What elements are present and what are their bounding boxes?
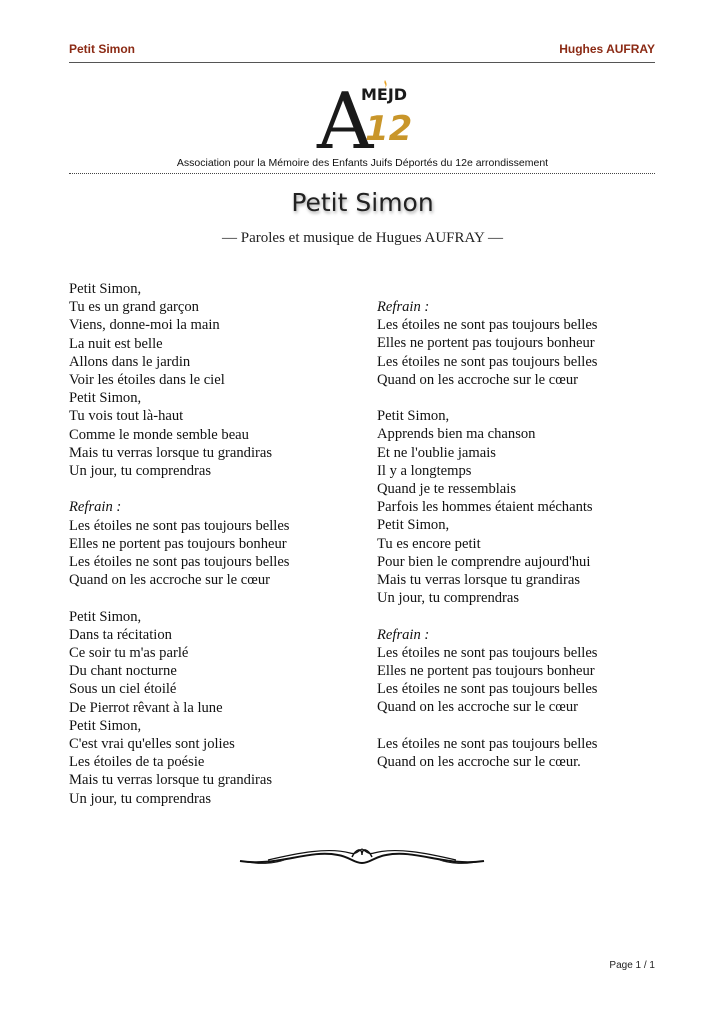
lyric-line: Mais tu verras lorsque tu grandiras <box>69 444 273 461</box>
header-divider <box>69 62 655 63</box>
lyric-line: Du chant nocturne <box>69 663 177 680</box>
page-subtitle: — Paroles et musique de Hugues AUFRAY — <box>222 230 503 246</box>
lyric-line: Apprends bien ma chanson <box>377 426 536 443</box>
logo-letter: A <box>317 78 374 152</box>
amejd-logo <box>315 78 415 152</box>
lyric-line: Mais tu verras lorsque tu grandiras <box>69 772 273 789</box>
lyric-line: Tu es encore petit <box>377 535 481 552</box>
lyric-line: Pour bien le comprendre aujourd'hui <box>377 553 591 570</box>
lyric-line: Quand on les accroche sur le cœur <box>377 371 578 388</box>
lyric-line: Petit Simon, <box>69 608 142 625</box>
lyric-line: Les étoiles ne sont pas toujours belles <box>69 517 290 534</box>
lyric-line: Il y a longtemps <box>377 462 472 479</box>
amejd-logo-icon <box>315 78 415 152</box>
lyric-line: Parfois les hommes étaient méchants <box>377 499 593 516</box>
lyric-line: Elles ne portent pas toujours bonheur <box>377 335 595 352</box>
stanza-gap <box>377 717 598 735</box>
lyric-line: Les étoiles ne sont pas toujours belles <box>69 554 290 571</box>
dotted-divider <box>69 173 655 174</box>
lyric-line: Petit Simon, <box>69 717 142 734</box>
stanza-gap <box>69 480 290 498</box>
flourish-divider-icon <box>238 843 486 869</box>
lyric-line: Ce soir tu m'as parlé <box>69 645 189 662</box>
page-title: Petit Simon <box>291 188 434 217</box>
lyric-line: C'est vrai qu'elles sont jolies <box>69 736 235 753</box>
logo-word: MEJD <box>361 85 408 104</box>
lyric-line: Elles ne portent pas toujours bonheur <box>69 535 287 552</box>
stanza-gap <box>69 589 290 607</box>
lyric-line: Les étoiles ne sont pas toujours belles <box>377 735 598 752</box>
logo-number: 12 <box>365 109 413 149</box>
lyric-line: Quand je te ressemblais <box>377 481 517 498</box>
lyric-line: Petit Simon, <box>377 408 450 425</box>
lyric-line: Sous un ciel étoilé <box>69 681 177 698</box>
stanza-gap <box>377 389 598 407</box>
lyric-line: Les étoiles ne sont pas toujours belles <box>377 317 598 334</box>
lyric-line: Voir les étoiles dans le ciel <box>69 372 225 389</box>
lyrics-right-column <box>377 298 598 771</box>
lyric-line: De Pierrot rêvant à la lune <box>69 699 223 716</box>
refrain-label: Refrain : <box>69 499 122 516</box>
lyric-line: Tu es un grand garçon <box>69 299 199 316</box>
refrain-label: Refrain : <box>377 626 430 643</box>
lyric-line: Quand on les accroche sur le cœur. <box>377 754 581 771</box>
stanza-gap <box>377 607 598 625</box>
lyric-line: Petit Simon, <box>69 281 142 297</box>
lyric-line: Tu vois tout là-haut <box>69 408 184 425</box>
association-name: Association pour la Mémoire des Enfants Juifs Déportés du 12e arrondissement <box>176 157 549 169</box>
lyric-line: Quand on les accroche sur le cœur <box>377 699 578 716</box>
lyric-line: Les étoiles ne sont pas toujours belles <box>377 681 598 698</box>
refrain-label: Refrain : <box>377 299 430 315</box>
lyric-line: Petit Simon, <box>69 390 142 407</box>
lyric-line: La nuit est belle <box>69 335 163 352</box>
lyric-line: Un jour, tu comprendras <box>377 590 520 607</box>
lyric-line: Les étoiles ne sont pas toujours belles <box>377 353 598 370</box>
lyric-line: Un jour, tu comprendras <box>69 463 212 480</box>
lyric-line: Quand on les accroche sur le cœur <box>69 572 270 589</box>
lyrics-left-column <box>69 280 290 808</box>
lyric-line: Dans ta récitation <box>69 626 172 643</box>
lyric-line: Un jour, tu comprendras <box>69 790 212 807</box>
lyric-line: Viens, donne-moi la main <box>69 317 220 334</box>
lyric-line: Les étoiles ne sont pas toujours belles <box>377 644 598 661</box>
header-artist: Hughes AUFRAY <box>559 42 655 56</box>
header-song-title: Petit Simon <box>69 42 136 56</box>
lyric-line: Petit Simon, <box>377 517 450 534</box>
lyric-line: Mais tu verras lorsque tu grandiras <box>377 572 581 589</box>
lyric-line: Et ne l'oublie jamais <box>377 444 496 461</box>
lyric-line: Comme le monde semble beau <box>69 426 249 443</box>
lyric-line: Elles ne portent pas toujours bonheur <box>377 663 595 680</box>
lyric-line: Les étoiles de ta poésie <box>69 754 205 771</box>
page-number: Page 1 / 1 <box>609 960 655 971</box>
lyric-line: Allons dans le jardin <box>69 353 191 370</box>
